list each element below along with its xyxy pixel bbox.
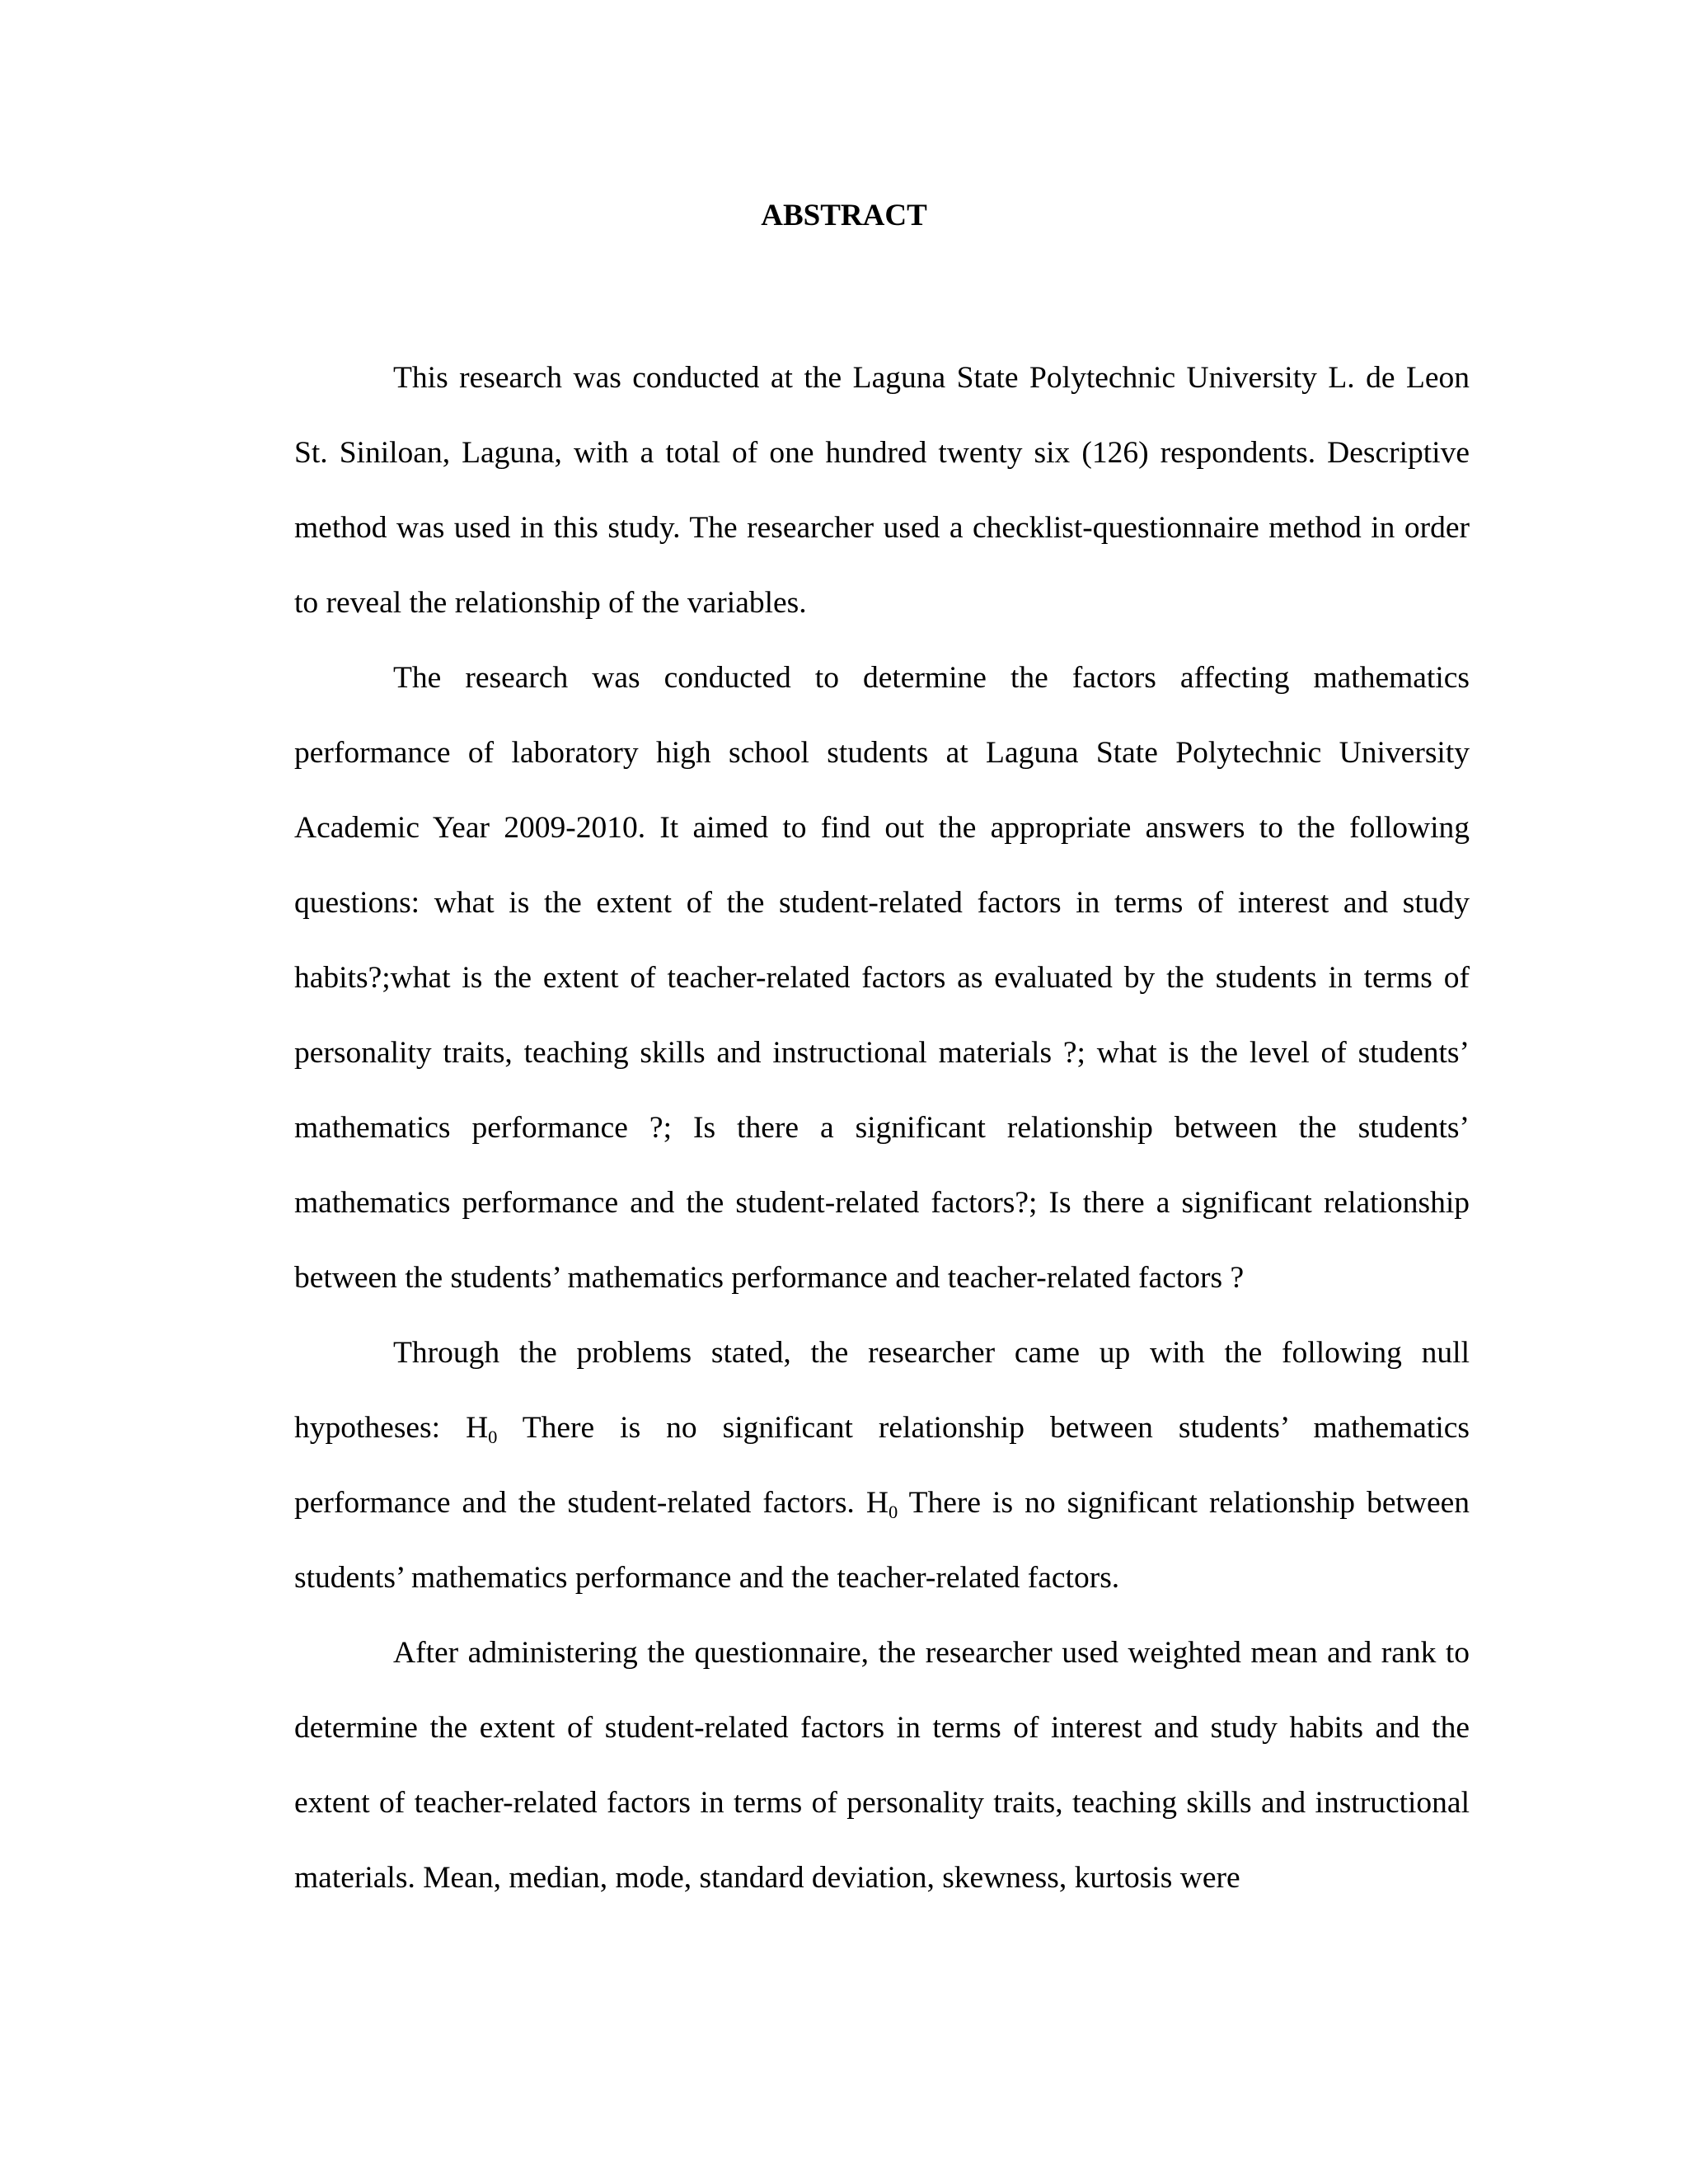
null-hypothesis-symbol: $H_0$ bbox=[865, 1486, 898, 1522]
abstract-body bbox=[294, 340, 1470, 1915]
paragraph-2: The research was conducted to determine the factors affecting mathematics performance of laboratory high school students at Laguna State Polytechnic University Academic Year 2009-2010. It aimed to find out the appropriate answers to the following questions: what is the extent of the student-related factors in terms of interest and study habits?;what is the extent of teacher-related factors as evaluated by the students in terms of personality traits, teaching skills and instructional materials ?; what is the level of students’ mathematics performance ?; Is there a significant relationship between the students’ mathematics performance and the student-related factors?; Is there a significant relationship between the students’ mathematics performance and teacher-related factors ? bbox=[294, 661, 1470, 1295]
null-hypothesis-symbol: $H_0$ bbox=[466, 1411, 498, 1447]
null-hypothesis-1: There is no significant relationship between students’ mathematics performance and the student-related factors. bbox=[294, 1411, 1470, 1520]
paragraph-1: This research was conducted at the Laguna State Polytechnic University L. de Leon St. Siniloan, Laguna, with a total of one hundred twenty six (126) respondents. Descriptive method was used in this study. The researcher used a checklist-questionnaire method in order to reveal the relationship of the variables. bbox=[294, 361, 1470, 620]
hypotheses-intro: Through the problems stated, the researcher came up with the following null hypotheses: bbox=[294, 1336, 1470, 1445]
null-hypothesis-2: There is no significant relationship between students’ mathematics performance and the teacher-related factors. bbox=[294, 1486, 1470, 1595]
paragraph-4: After administering the questionnaire, the researcher used weighted mean and rank to determine the extent of student-related factors in terms of interest and study habits and the extent of teacher-related factors in terms of personality traits, teaching skills and instructional materials. Mean, median, mode, standard deviation, skewness, kurtosis were bbox=[294, 1636, 1470, 1895]
page-title: ABSTRACT bbox=[761, 199, 927, 232]
paragraph-3 bbox=[294, 1315, 1470, 1615]
